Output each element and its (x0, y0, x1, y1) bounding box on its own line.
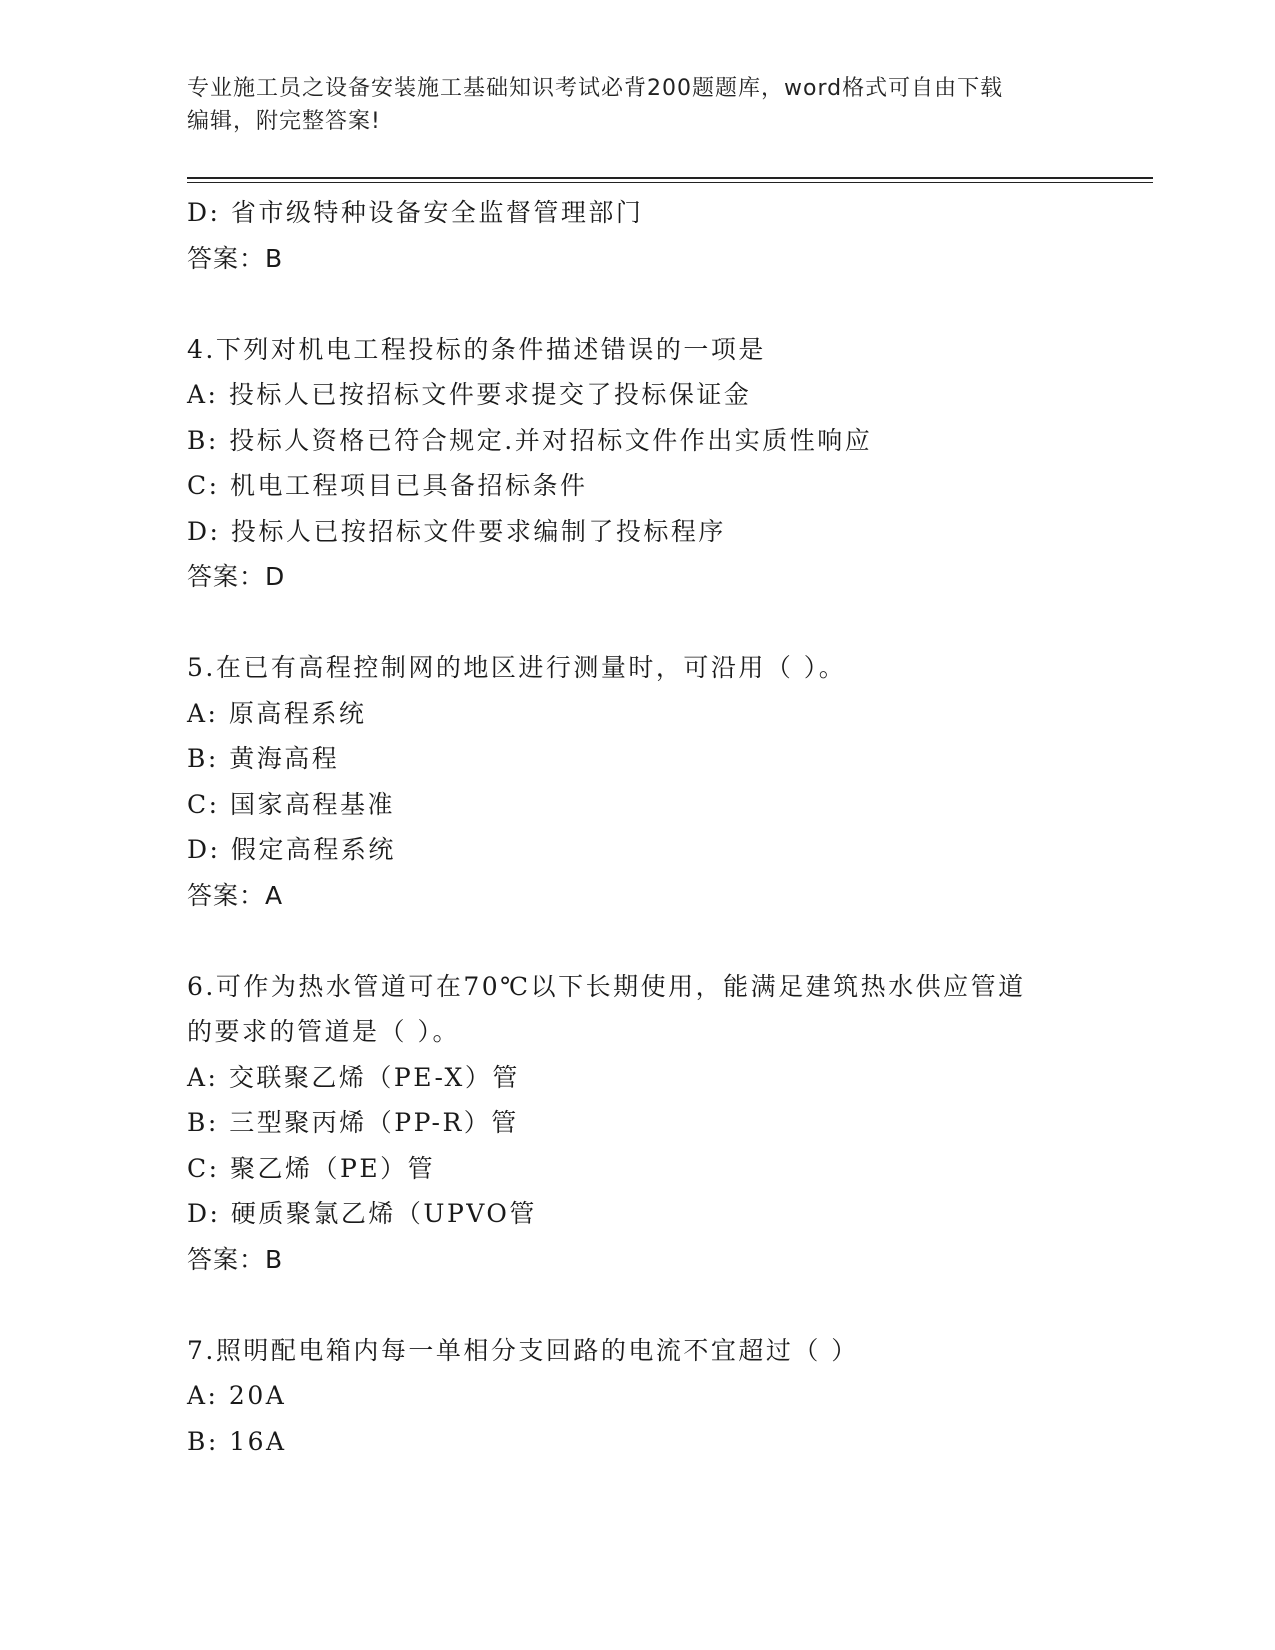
question-stem: 7.照明配电箱内每一单相分支回路的电流不宜超过（ ） (187, 1335, 859, 1365)
header-divider-thin (187, 182, 1153, 183)
question-7 (187, 1328, 1087, 1465)
option-d: D: 假定高程系统 (187, 835, 396, 864)
question-stem-line-2: 的要求的管道是（ ）。 (187, 1017, 460, 1046)
spacer (187, 918, 1087, 964)
question-stem-line-1: 6.可作为热水管道可在70℃以下长期使用，能满足建筑热水供应管道 (187, 971, 1026, 1001)
option-a: A: 20A (187, 1381, 287, 1410)
option-c: C: 机电工程项目已具备招标条件 (187, 471, 588, 500)
option-c: C: 国家高程基准 (187, 789, 395, 819)
document-header (187, 72, 1067, 138)
header-line-1: 专业施工员之设备安装施工基础知识考试必背200题题库，word格式可自由下载 (187, 76, 1004, 101)
answer: 答案：D (187, 562, 286, 591)
header-line-2: 编辑，附完整答案! (187, 109, 381, 134)
question-3 (187, 190, 1087, 281)
option-b: B: 16A (187, 1426, 287, 1456)
question-stem: 5.在已有高程控制网的地区进行测量时，可沿用（ ）。 (187, 653, 847, 682)
option-a: A: 交联聚乙烯（PE-X）管 (187, 1062, 520, 1092)
spacer (187, 600, 1087, 646)
question-list (187, 190, 1087, 1464)
option-c: C: 聚乙烯（PE）管 (187, 1153, 436, 1183)
header-divider-thick (187, 177, 1153, 179)
answer: 答案：A (187, 880, 284, 910)
question-stem: 4.下列对机电工程投标的条件描述错误的一项是 (187, 334, 766, 364)
option-a: A: 原高程系统 (187, 698, 367, 728)
question-4 (187, 327, 1087, 600)
option-b: B: 黄海高程 (187, 744, 340, 773)
option-d: D: 省市级特种设备安全监督管理部门 (187, 198, 644, 227)
question-6 (187, 964, 1087, 1283)
answer: 答案：B (187, 243, 284, 273)
answer: 答案：B (187, 1244, 284, 1274)
question-5 (187, 645, 1087, 918)
spacer (187, 1282, 1087, 1328)
option-d: D: 投标人已按招标文件要求编制了投标程序 (187, 516, 726, 546)
option-a: A: 投标人已按招标文件要求提交了投标保证金 (187, 380, 752, 409)
option-b: B: 投标人资格已符合规定.并对招标文件作出实质性响应 (187, 425, 873, 455)
option-d: D: 硬质聚氯乙烯（UPVO管 (187, 1199, 537, 1228)
option-b: B: 三型聚丙烯（PP-R）管 (187, 1108, 519, 1137)
spacer (187, 281, 1087, 327)
